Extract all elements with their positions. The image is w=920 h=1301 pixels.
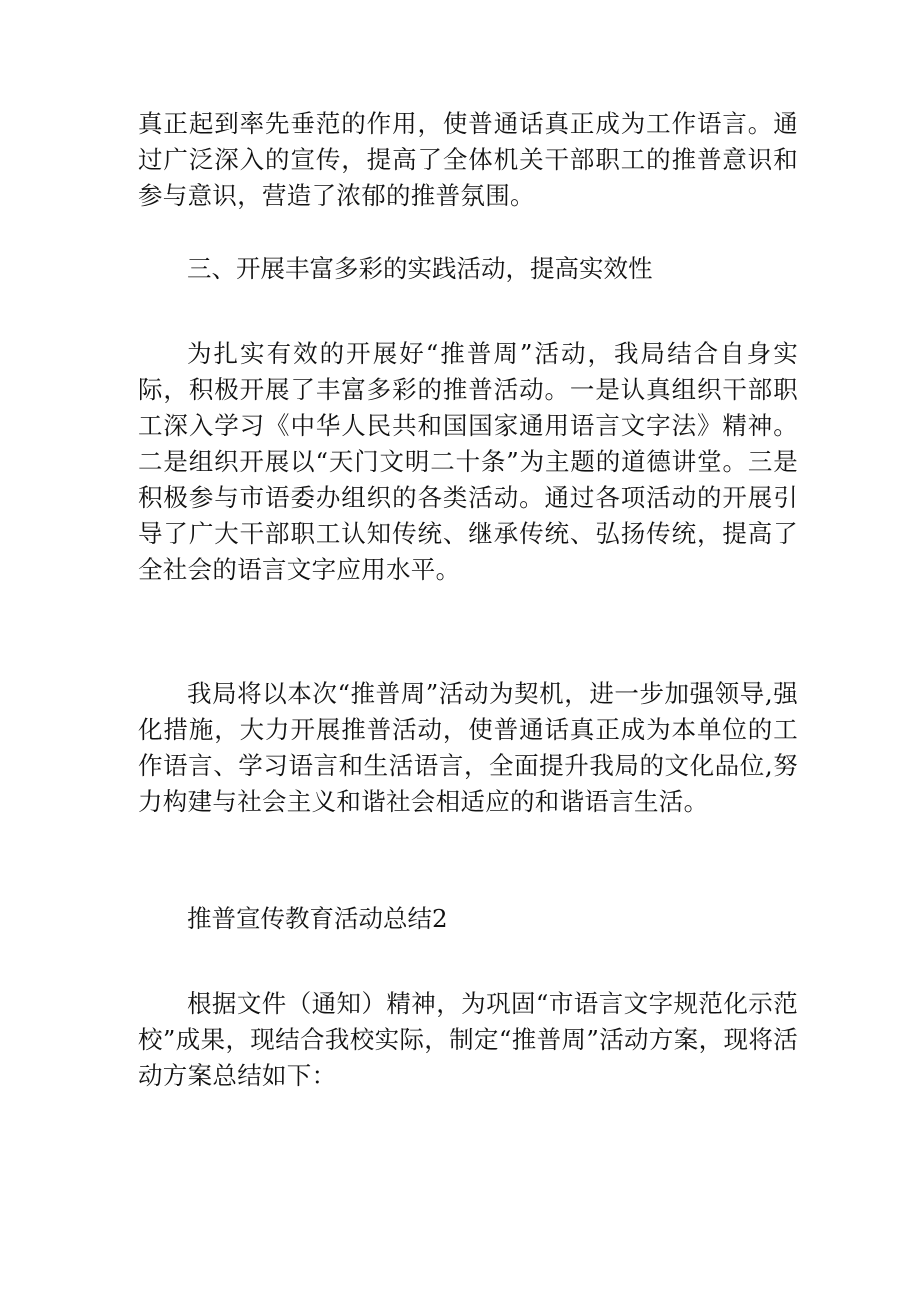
section-three-heading: 三、开展丰富多彩的实践活动，提高实效性: [187, 254, 653, 283]
practice-activities-paragraph: 为扎实有效的开展好“推普周”活动，我局结合自身实际，积极开展了丰富多彩的推普活动。一是认真组织干部职工深入学习《中华人民共和国国家通用语言文字法》精神。二是组织开展以“天门文明二十条”为主题的道德讲堂。三是积极参与市语委办组织的各类活动。通过各项活动的开展引导了广大干部职工认知传统、继承传统、弘扬传统，提高了全社会的语言文字应用水平。: [138, 339, 798, 584]
continuation-paragraph: 真正起到率先垂范的作用，使普通话真正成为工作语言。通过广泛深入的宣传，提高了全体机关干部职工的推普意识和参与意识，营造了浓郁的推普氛围。: [138, 109, 798, 210]
conclusion-paragraph: 我局将以本次“推普周”活动为契机，进一步加强领导,强化措施，大力开展推普活动，使普通话真正成为本单位的工作语言、学习语言和生活语言，全面提升我局的文化品位,努力构建与社会主义和谐社会相适应的和谐语言生活。: [138, 679, 798, 816]
summary-two-intro-paragraph: 根据文件（通知）精神，为巩固“市语言文字规范化示范校”成果，现结合我校实际，制定“推普周”活动方案，现将活动方案总结如下：: [138, 989, 798, 1090]
summary-two-title: 推普宣传教育活动总结2: [187, 904, 448, 933]
